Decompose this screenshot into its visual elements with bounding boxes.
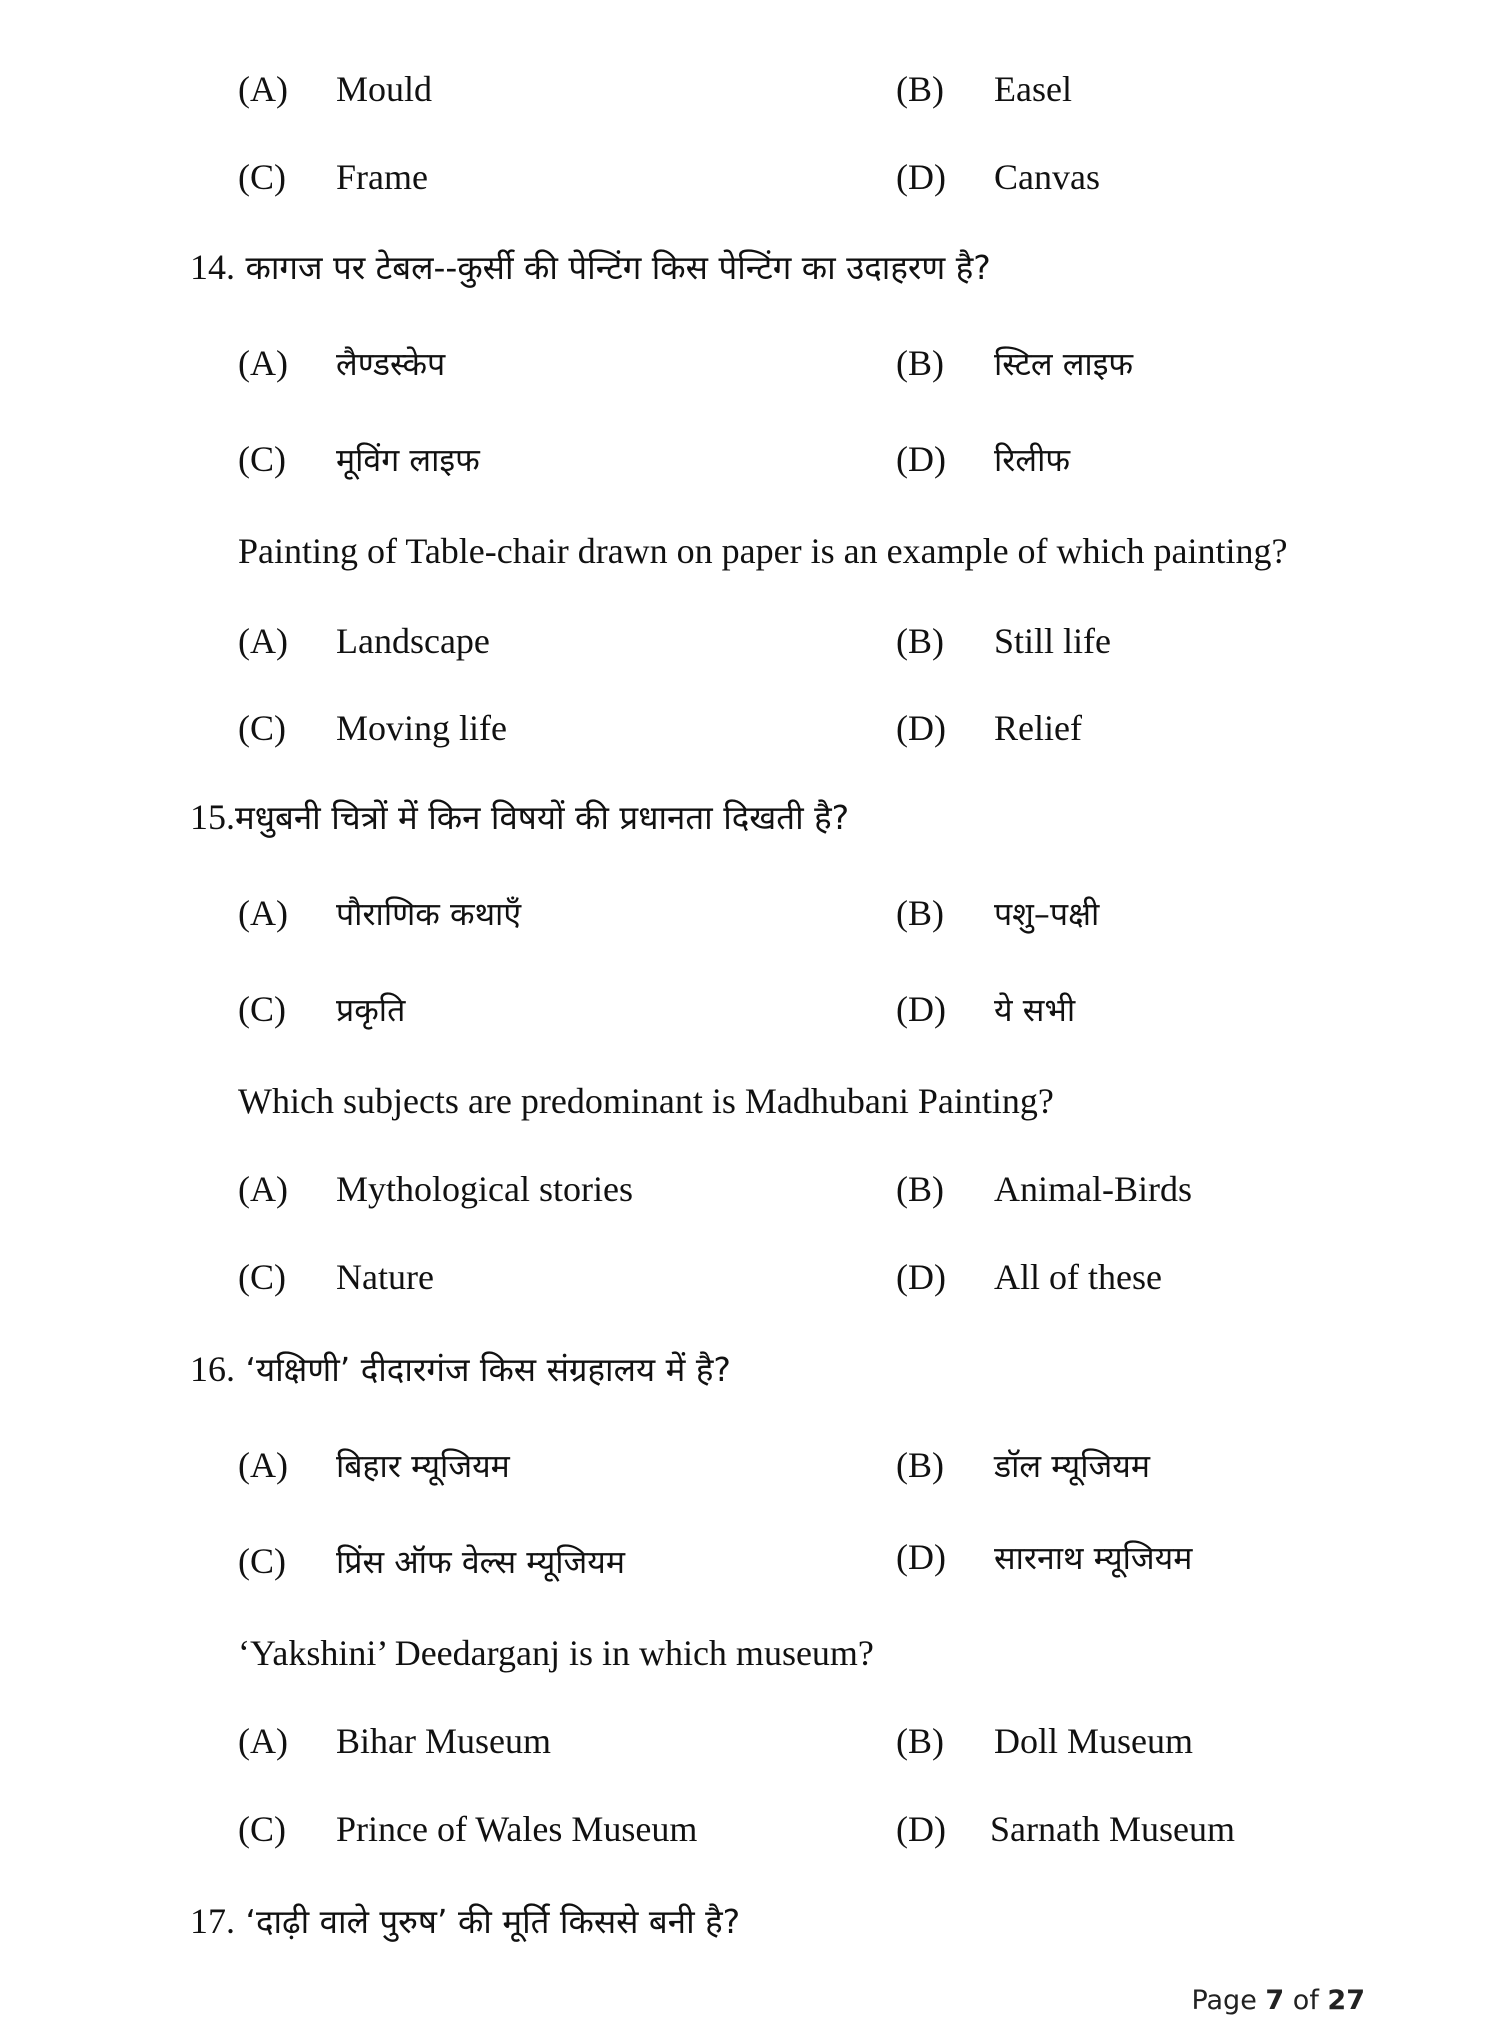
question-hindi-text: कागज पर टेबल--कुर्सी की पेन्टिंग किस पेन्टिंग का उदाहरण है? xyxy=(245,248,991,287)
option-letter: (C) xyxy=(238,1541,286,1581)
option-text: Bihar Museum xyxy=(336,1721,551,1761)
page-total: 27 xyxy=(1327,1985,1365,2016)
option-letter: (B) xyxy=(896,343,944,383)
option-letter: (C) xyxy=(238,708,286,748)
option-text: लैण्डस्केप xyxy=(336,345,446,383)
option-letter: (A) xyxy=(238,1169,288,1209)
question-hindi xyxy=(190,794,849,839)
option-text: Sarnath Museum xyxy=(990,1809,1235,1849)
option-letter: (D) xyxy=(896,1257,946,1297)
option-text: Canvas xyxy=(994,157,1100,197)
option-letter: (A) xyxy=(238,1721,288,1761)
option-text: रिलीफ xyxy=(994,441,1071,479)
question-hindi xyxy=(190,1346,731,1391)
option-text: बिहार म्यूजियम xyxy=(336,1447,510,1485)
question-english: Which subjects are predominant is Madhubani Painting? xyxy=(238,1081,1054,1121)
option-text: All of these xyxy=(994,1257,1162,1297)
option-letter: (D) xyxy=(896,989,946,1029)
option-text: Doll Museum xyxy=(994,1721,1194,1761)
option-letter: (B) xyxy=(896,69,944,109)
question-hindi xyxy=(190,244,991,289)
question-number: 17. xyxy=(190,1901,235,1941)
option-text: Prince of Wales Museum xyxy=(336,1809,698,1849)
option-text: Mythological stories xyxy=(336,1169,633,1209)
question-english: ‘Yakshini’ Deedarganj is in which museum? xyxy=(238,1633,874,1673)
option-letter: (A) xyxy=(238,621,288,661)
option-text: Animal-Birds xyxy=(994,1169,1192,1209)
option-text: डॉल म्यूजियम xyxy=(994,1447,1150,1485)
option-letter: (C) xyxy=(238,1257,286,1297)
option-letter: (B) xyxy=(896,893,944,933)
option-text: प्रकृति xyxy=(336,991,406,1029)
question-number: 16. xyxy=(190,1349,235,1389)
option-letter: (A) xyxy=(238,1445,288,1485)
option-text: Moving life xyxy=(336,708,507,748)
question-hindi xyxy=(190,1898,740,1943)
option-letter: (B) xyxy=(896,1169,944,1209)
option-text: पौराणिक कथाएँ xyxy=(336,895,522,933)
option-text: Still life xyxy=(994,621,1111,661)
option-letter: (C) xyxy=(238,439,286,479)
option-letter: (A) xyxy=(238,69,288,109)
option-letter: (C) xyxy=(238,157,286,197)
option-letter: (D) xyxy=(896,157,946,197)
option-letter: (B) xyxy=(896,1721,944,1761)
option-letter: (C) xyxy=(238,1809,286,1849)
option-text: Easel xyxy=(994,69,1072,109)
option-letter: (D) xyxy=(896,708,946,748)
option-text: सारनाथ म्यूजियम xyxy=(994,1539,1193,1577)
option-text: Frame xyxy=(336,157,428,197)
option-text: Nature xyxy=(336,1257,434,1297)
page-number xyxy=(1191,1985,1365,2016)
option-letter: (C) xyxy=(238,989,286,1029)
option-letter: (B) xyxy=(896,621,944,661)
option-letter: (A) xyxy=(238,893,288,933)
option-text: Landscape xyxy=(336,621,490,661)
option-text: Relief xyxy=(994,708,1082,748)
option-letter: (B) xyxy=(896,1445,944,1485)
question-number: 15. xyxy=(190,797,235,837)
option-text: पशु–पक्षी xyxy=(994,895,1100,933)
option-text: मूविंग लाइफ xyxy=(336,441,480,479)
question-english: Painting of Table-chair drawn on paper is an example of which painting? xyxy=(238,531,1288,571)
page-label: Page xyxy=(1191,1985,1257,2016)
question-number: 14. xyxy=(190,247,235,287)
option-text: Mould xyxy=(336,69,433,109)
option-text: प्रिंस ऑफ वेल्स म्यूजियम xyxy=(336,1543,625,1581)
option-letter: (D) xyxy=(896,439,946,479)
question-hindi-text: ‘यक्षिणी’ दीदारगंज किस संग्रहालय में है? xyxy=(245,1350,731,1389)
option-letter: (A) xyxy=(238,343,288,383)
page-of-label: of xyxy=(1292,1985,1319,2016)
page-current: 7 xyxy=(1265,1985,1285,2016)
option-letter: (D) xyxy=(896,1537,946,1577)
question-hindi-text: ‘दाढ़ी वाले पुरुष’ की मूर्ति किससे बनी है? xyxy=(245,1902,741,1941)
option-letter: (D) xyxy=(896,1809,946,1849)
option-text: स्टिल लाइफ xyxy=(994,345,1134,383)
option-text: ये सभी xyxy=(994,991,1076,1029)
question-hindi-text: मधुबनी चित्रों में किन विषयों की प्रधानता दिखती है? xyxy=(235,798,850,837)
